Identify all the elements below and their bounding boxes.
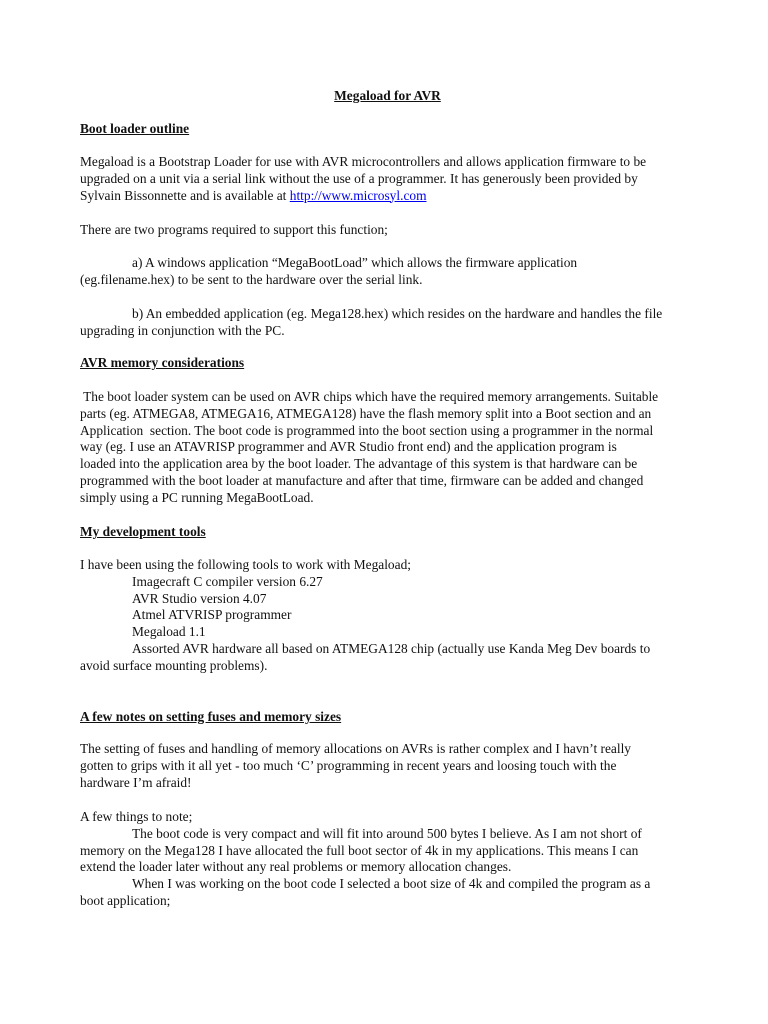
tool-item: Atmel ATVRISP programmer bbox=[132, 607, 292, 623]
text-line: parts (eg. ATMEGA8, ATMEGA16, ATMEGA128) have the flash memory split into a Boot section and an bbox=[80, 405, 652, 421]
tool-item: Assorted AVR hardware all based on ATMEGA128 chip (actually use Kanda Meg Dev boards to bbox=[132, 640, 651, 656]
text-line: upgrading in conjunction with the PC. bbox=[80, 322, 285, 338]
section-heading-development-tools: My development tools bbox=[80, 524, 206, 539]
text-line: (eg.filename.hex) to be sent to the hardware over the serial link. bbox=[80, 271, 423, 287]
text-line: The setting of fuses and handling of memory allocations on AVRs is rather complex and I havn’t really bbox=[80, 741, 632, 756]
text-line: The boot code is very compact and will fit into around 500 bytes I believe. As I am not short of bbox=[132, 825, 642, 841]
text-line: I have been using the following tools to work with Megaload; bbox=[80, 557, 411, 572]
section-heading-boot-loader-outline: Boot loader outline bbox=[80, 121, 190, 136]
text-line: A few things to note; bbox=[80, 809, 193, 824]
text-line: a) A windows application “MegaBootLoad” which allows the firmware application bbox=[132, 255, 578, 270]
text-line: programmed with the boot loader at manufacture and after that time, firmware can be added and changed bbox=[80, 472, 644, 488]
paragraph-tools bbox=[80, 557, 700, 675]
paragraph-notes bbox=[80, 809, 700, 910]
text-line: b) An embedded application (eg. Mega128.hex) which resides on the hardware and handles the file bbox=[132, 306, 663, 321]
text-line: When I was working on the boot code I selected a boot size of 4k and compiled the program as a bbox=[132, 876, 651, 892]
text-line: way (eg. I use an ATAVRISP programmer and AVR Studio front end) and the application program is bbox=[80, 439, 617, 455]
microsyl-link[interactable]: http://www.microsyl.com bbox=[289, 187, 427, 203]
text-fragment: Sylvain Bissonnette and is available at bbox=[80, 187, 290, 203]
tool-item: Imagecraft C compiler version 6.27 bbox=[132, 573, 323, 589]
text-line bbox=[80, 188, 700, 205]
text-line: extend the loader later without any real problems or memory allocation changes. bbox=[80, 859, 512, 875]
text-line: gotten to grips with it all yet - too much ‘C’ programming in recent years and loosing touch with the bbox=[80, 757, 617, 773]
section-heading-fuses-memory: A few notes on setting fuses and memory sizes bbox=[80, 709, 342, 724]
text-line: hardware I’m afraid! bbox=[80, 774, 192, 790]
paragraph-memory bbox=[80, 389, 700, 507]
text-line: memory on the Mega128 I have allocated the full boot sector of 4k in my applications. This means I can bbox=[80, 842, 639, 858]
paragraph-programs-intro bbox=[80, 222, 700, 239]
section-heading-avr-memory: AVR memory considerations bbox=[80, 355, 245, 370]
paragraph-megaload-intro bbox=[80, 154, 700, 204]
tool-item: AVR Studio version 4.07 bbox=[132, 590, 267, 606]
text-line: upgraded on a unit via a serial link without the use of a programmer. It has generously been provided by bbox=[80, 170, 638, 186]
text-line: Megaload is a Bootstrap Loader for use with AVR microcontrollers and allows application firmware to be bbox=[80, 154, 647, 169]
text-line: loaded into the application area by the boot loader. The advantage of this system is that hardware can be bbox=[80, 456, 638, 472]
text-line: avoid surface mounting problems). bbox=[80, 657, 268, 673]
tool-item: Megaload 1.1 bbox=[132, 624, 206, 640]
list-item-a bbox=[80, 255, 700, 289]
text-line: simply using a PC running MegaBootLoad. bbox=[80, 489, 314, 505]
text-line: boot application; bbox=[80, 892, 171, 908]
document-title: Megaload for AVR bbox=[334, 88, 441, 103]
text-line: The boot loader system can be used on AVR chips which have the required memory arrangements. Suitable bbox=[80, 389, 659, 404]
list-item-b bbox=[80, 306, 700, 340]
text-line: Application section. The boot code is programmed into the boot section using a programmer in the normal bbox=[80, 422, 654, 438]
paragraph-fuses bbox=[80, 741, 700, 791]
text-line: There are two programs required to support this function; bbox=[80, 222, 388, 237]
